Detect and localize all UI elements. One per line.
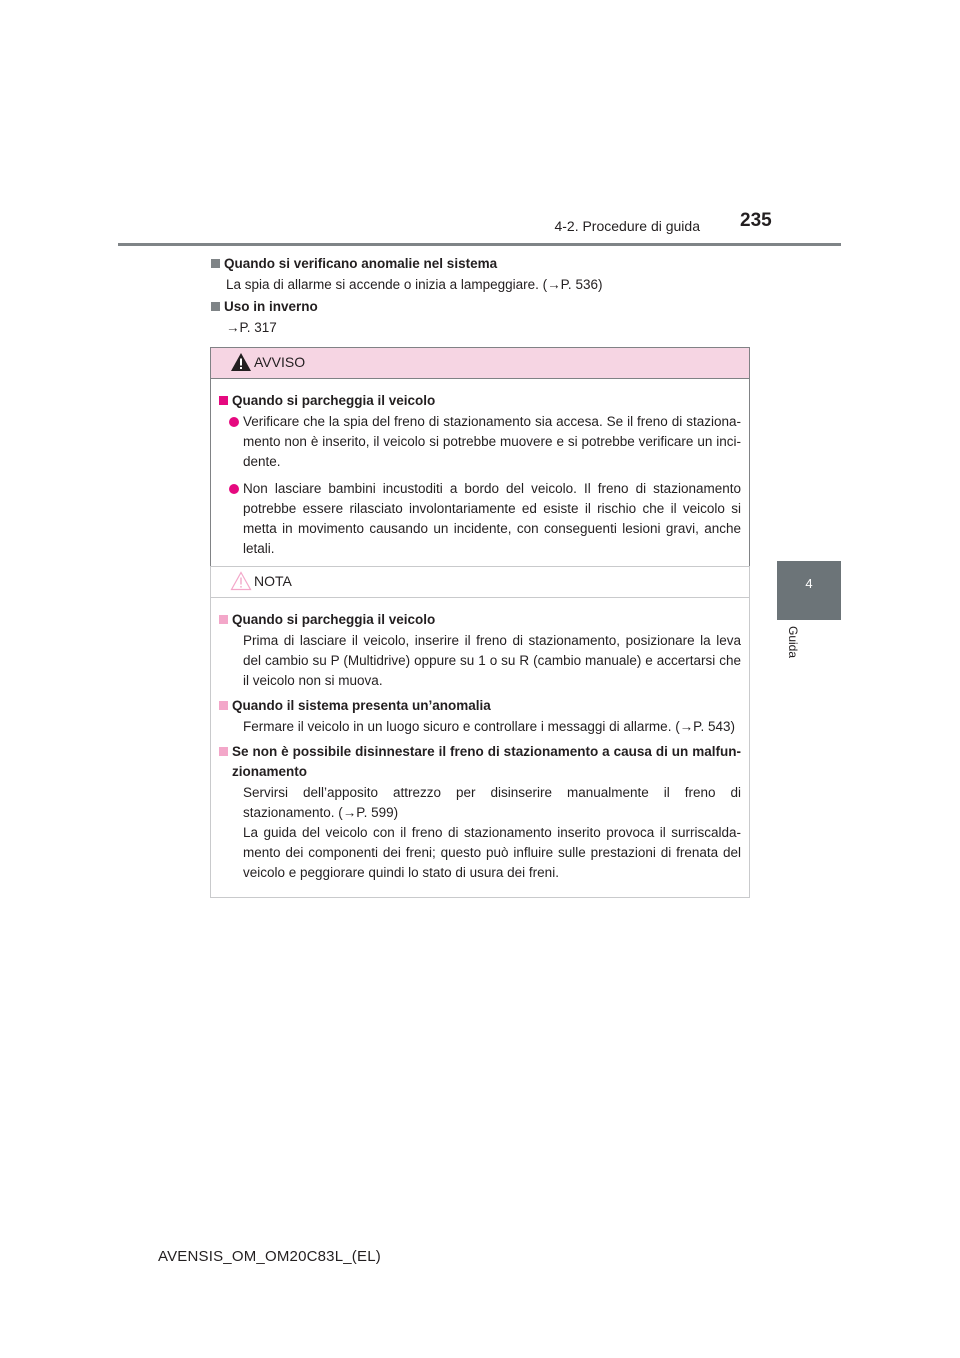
item-text-inverno: →P. 317 [226,320,277,335]
square-bullet-icon [211,259,220,268]
notice-heading: Quando si parcheggia il veicolo [219,610,741,630]
notice-heading: Se non è possibile disinnestare il freno di stazionamento a causa di un malfun-zionamento [219,742,741,782]
notice-box-body [211,598,749,897]
notice-heading: Quando il sistema presenta un’anomalia [219,696,741,716]
notice-paragraph: Prima di lasciare il veicolo, inserire il freno di stazionamento, posizionare la leva del cambio su P (Multidrive) oppure su 1 o su R (cambio manuale) e accertarsi che il veicolo non si muova. [243,633,741,688]
notice-paragraph: Servirsi dell’apposito attrezzo per disinserire manualmente il freno di stazionamento. (→P. 599) [243,785,741,820]
round-bullet-icon [229,484,239,494]
warning-box-header [211,348,749,379]
section-title: 4-2. Procedure di guida [554,218,700,234]
warning-box [210,347,750,570]
notice-paragraph: La guida del veicolo con il freno di stazionamento inserito provoca il surriscalda-mento dei componenti dei freni; questo può influire sulle prestazioni di frenata del veicolo e peggiorare quindi lo stato di usura dei freni. [243,825,741,880]
chapter-tab-number: 4 [805,576,813,591]
notice-paragraph: Fermare il veicolo in un luogo sicuro e controllare i messaggi di allarme. (→P. 543) [243,719,735,734]
item-heading-anomalie: Quando si verificano anomalie nel sistema [211,256,497,271]
warning-bullet: Non lasciare bambini incustoditi a bordo del veicolo. Il freno di stazionamento potrebbe essere rilasciato involontariamente ed esiste il rischio che il veicolo si metta in movimento causando un incidente, con conseguenti lesioni gravi, anche letali. [219,479,741,559]
document-code: AVENSIS_OM_OM20C83L_(EL) [158,1248,381,1265]
warning-box-title: AVVISO [254,354,306,370]
square-bullet-icon [219,701,228,710]
warning-triangle-icon [230,352,252,372]
warning-heading: Quando si parcheggia il veicolo [219,391,741,411]
warning-bullet: Verificare che la spia del freno di stazionamento sia accesa. Se il freno di staziona-mento non è inserito, il veicolo si potrebbe muovere e si potrebbe verificare un inci-dente. [219,412,741,472]
item-heading-inverno: Uso in inverno [211,299,318,314]
item-text-anomalie: La spia di allarme si accende o inizia a lampeggiare. (→P. 536) [226,277,603,292]
header-rule [118,243,841,246]
square-bullet-icon [219,396,228,405]
notice-box-header [211,567,749,598]
notice-box [210,566,750,898]
page-number: 235 [740,210,772,231]
round-bullet-icon [229,417,239,427]
square-bullet-icon [219,615,228,624]
chapter-tab-label: Guida [786,626,800,659]
warning-box-body [211,379,749,569]
notice-box-title: NOTA [254,573,292,589]
square-bullet-icon [219,747,228,756]
square-bullet-icon [211,302,220,311]
notice-triangle-icon [230,571,252,591]
